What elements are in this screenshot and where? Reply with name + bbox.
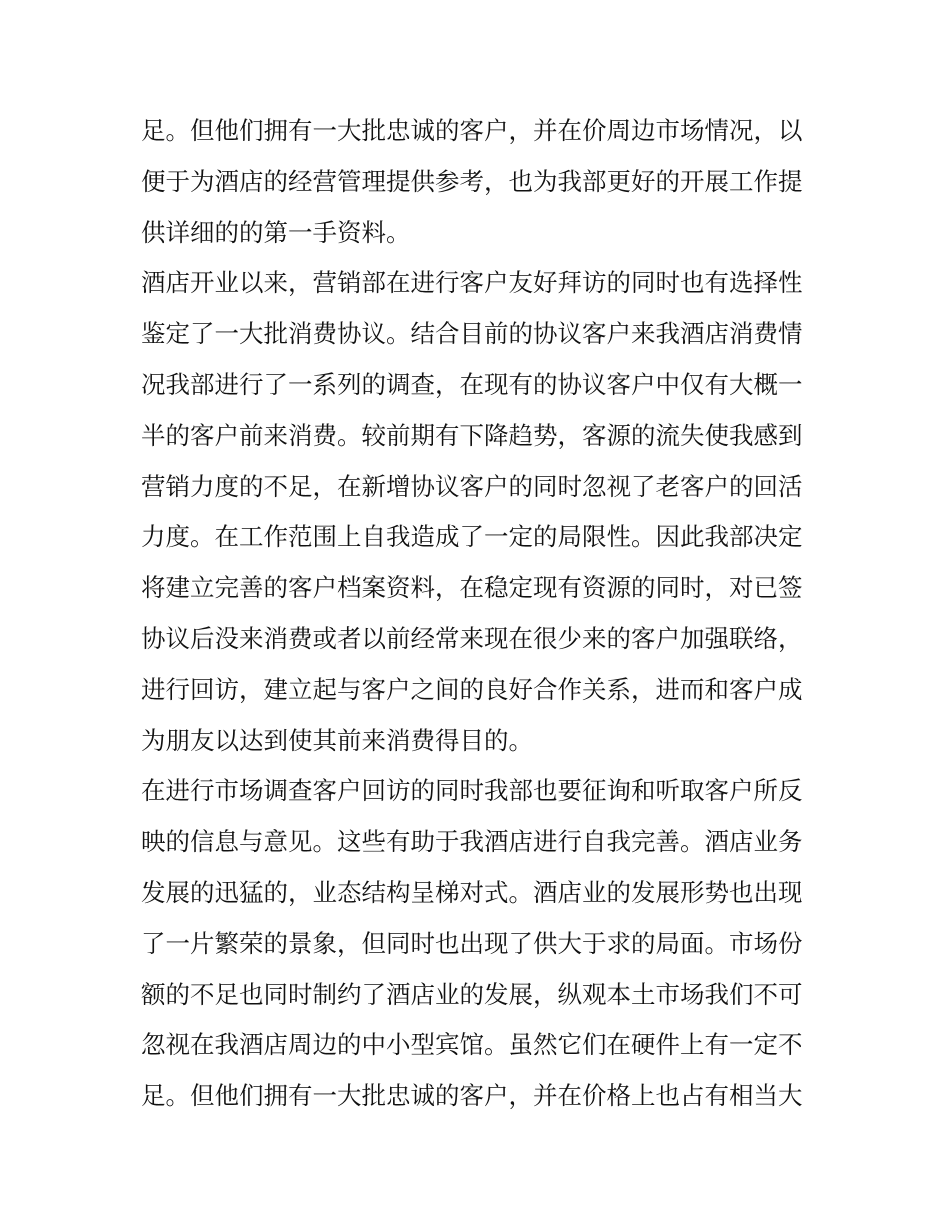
text-line: 协议后没来消费或者以前经常来现在很少来的客户加强联络， bbox=[141, 623, 803, 653]
text-line: 力度。在工作范围上自我造成了一定的局限性。因此我部决定 bbox=[141, 522, 803, 552]
text-line: 供详细的的第一手资料。 bbox=[141, 217, 411, 247]
text-line: 半的客户前来消费。较前期有下降趋势，客源的流失使我感到 bbox=[141, 420, 803, 450]
text-line: 映的信息与意见。这些有助于我酒店进行自我完善。酒店业务 bbox=[141, 827, 803, 857]
text-line: 发展的迅猛的，业态结构呈梯对式。酒店业的发展形势也出现 bbox=[141, 877, 803, 907]
text-line: 足。但他们拥有一大批忠诚的客户，并在价周边市场情况，以 bbox=[141, 116, 803, 145]
text-line: 进行回访，建立起与客户之间的良好合作关系，进而和客户成 bbox=[141, 674, 803, 704]
document-body bbox=[141, 106, 831, 1122]
text-line: 忽视在我酒店周边的中小型宾馆。虽然它们在硬件上有一定不 bbox=[141, 1030, 803, 1060]
text-line: 酒店开业以来，营销部在进行客户友好拜访的同时也有选择性 bbox=[141, 268, 803, 298]
text-line: 便于为酒店的经营管理提供参考，也为我部更好的开展工作提 bbox=[141, 166, 803, 196]
text-line: 鉴定了一大批消费协议。结合目前的协议客户来我酒店消费情 bbox=[141, 319, 803, 349]
text-line: 了一片繁荣的景象，但同时也出现了供大于求的局面。市场份 bbox=[141, 928, 803, 958]
text-line: 况我部进行了一系列的调查，在现有的协议客户中仅有大概一 bbox=[141, 369, 803, 399]
text-line: 额的不足也同时制约了酒店业的发展，纵观本土市场我们不可 bbox=[141, 979, 803, 1009]
text-line: 将建立完善的客户档案资料，在稳定现有资源的同时，对已签 bbox=[141, 573, 803, 603]
text-line: 足。但他们拥有一大批忠诚的客户，并在价格上也占有相当大 bbox=[141, 1081, 803, 1111]
text-line: 在进行市场调查客户回访的同时我部也要征询和听取客户所反 bbox=[141, 776, 803, 806]
text-line: 营销力度的不足，在新增协议客户的同时忽视了老客户的回活 bbox=[141, 471, 803, 501]
text-line: 为朋友以达到使其前来消费得目的。 bbox=[141, 725, 533, 755]
